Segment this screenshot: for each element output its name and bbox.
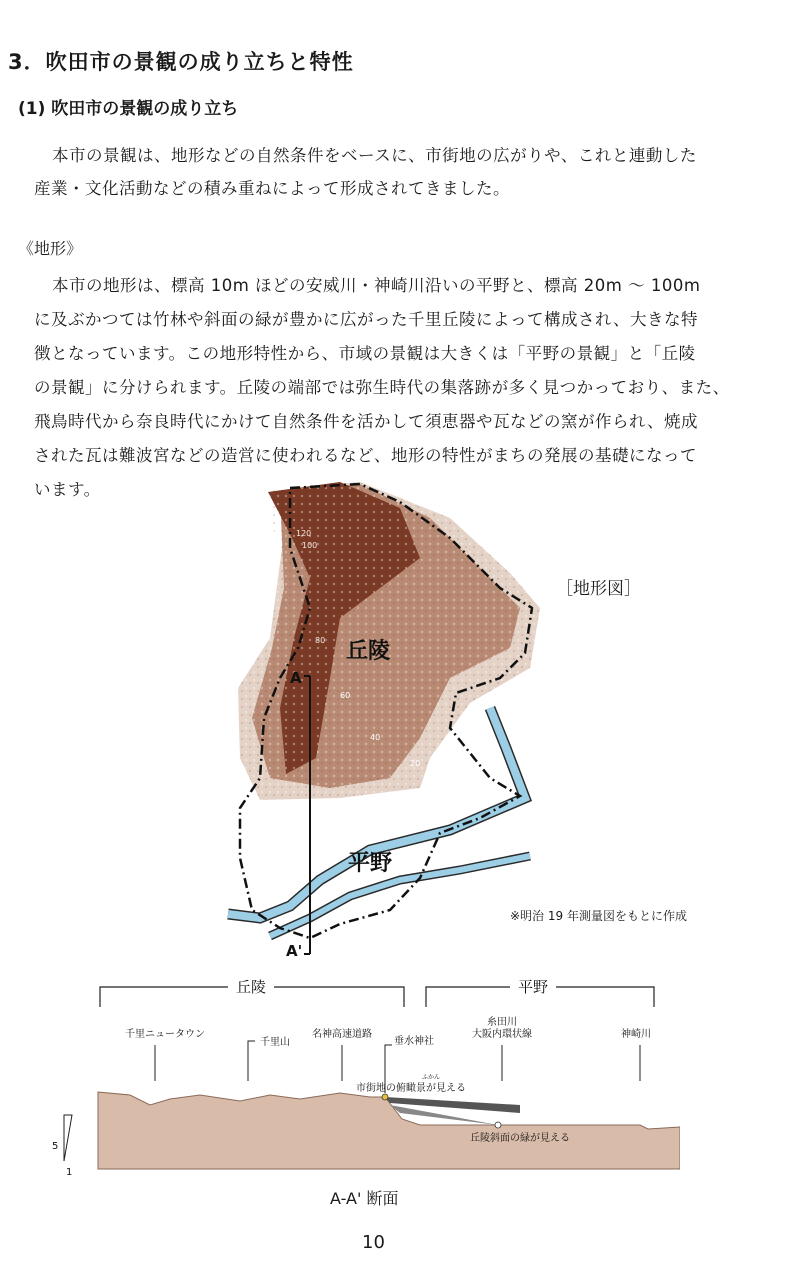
scale-horizontal: 1 [66,1167,73,1178]
group-label-hills: 丘陵 [235,978,267,996]
group-label-plain: 平野 [517,978,549,996]
scale-triangle [64,1115,72,1161]
landmark-loop-road: 大阪内環状線 [472,1029,532,1040]
landmark-kanzaki: 神崎川 [621,1029,651,1040]
landmark-meishin: 名神高速道路 [312,1029,372,1040]
map-source-note: ※明治 19 年測量図をもとに作成 [510,909,687,923]
region-label-hills: 丘陵 [346,639,391,664]
ground-profile [98,1092,680,1169]
contour-label: 100 [302,541,318,550]
terrain-line: に及ぶかつては竹林や斜面の緑が豊かに広がった千里丘陵によって構成され、大きな特 [34,310,698,329]
landmark-senri-newtown: 千里ニュータウン [125,1029,205,1040]
contour-label: 120 [296,529,312,538]
terrain-section-title: 《地形》 [18,239,83,258]
landmark-itada: 糸田川 [487,1017,517,1028]
terrain-map [220,478,550,966]
terrain-line: います。 [34,480,101,499]
section-start-label: A [290,669,302,687]
terrain-line: の景観」に分けられます。丘陵の端部では弥生時代の集落跡が多く見つかっており、また、 [34,378,730,397]
landmark-senriyama: 千里山 [260,1037,290,1048]
section-subheading: (1) 吹田市の景観の成り立ち [18,99,239,119]
cross-section-diagram [40,965,680,1180]
viewpoint-marker [382,1094,388,1100]
page-number: 10 [362,1232,385,1253]
annotation-furigana: ふかん [422,1074,441,1081]
terrain-line: された瓦は難波宮などの造営に使われるなど、地形の特性がまちの発展の基礎になって [34,446,697,465]
terrain-line: 本市の地形は、標高 10m ほどの安威川・神崎川沿いの平野と、標高 20m 〜 100m [52,276,701,295]
terrain-paragraph [34,269,774,507]
contour-label: 40 [370,733,381,742]
section-end-label: A' [286,942,303,960]
viewpoint-marker [495,1122,501,1128]
region-label-plain: 平野 [348,851,393,876]
intro-line-1: 本市の景観は、地形などの自然条件をベースに、市街地の広がりや、これと連動した [52,146,697,165]
scale-vertical: 5 [52,1141,59,1152]
page-heading: 3．吹田市の景観の成り立ちと特性 [8,50,354,74]
terrain-line: 飛鳥時代から奈良時代にかけて自然条件を活かして須恵器や瓦などの窯が作られ、焼成 [34,412,698,431]
terrain-line: 徴となっています。この地形特性から、市域の景観は大きくは「平野の景観」と「丘陵 [34,344,696,363]
contour-label: 80 [315,636,326,645]
cross-section-caption: A-A' 断面 [330,1189,399,1208]
intro-line-2: 産業・文化活動などの積み重ねによって形成されてきました。 [34,179,510,198]
annotation-green-view: 丘陵斜面の緑が見える [470,1133,570,1144]
map-label: ［地形図］ [556,579,641,599]
landmark-tarumi: 垂水神社 [394,1036,434,1047]
annotation-city-view: 市街地の俯瞰景が見える [356,1083,466,1094]
contour-label: 60 [340,691,351,700]
contour-label: 20 [410,759,421,768]
